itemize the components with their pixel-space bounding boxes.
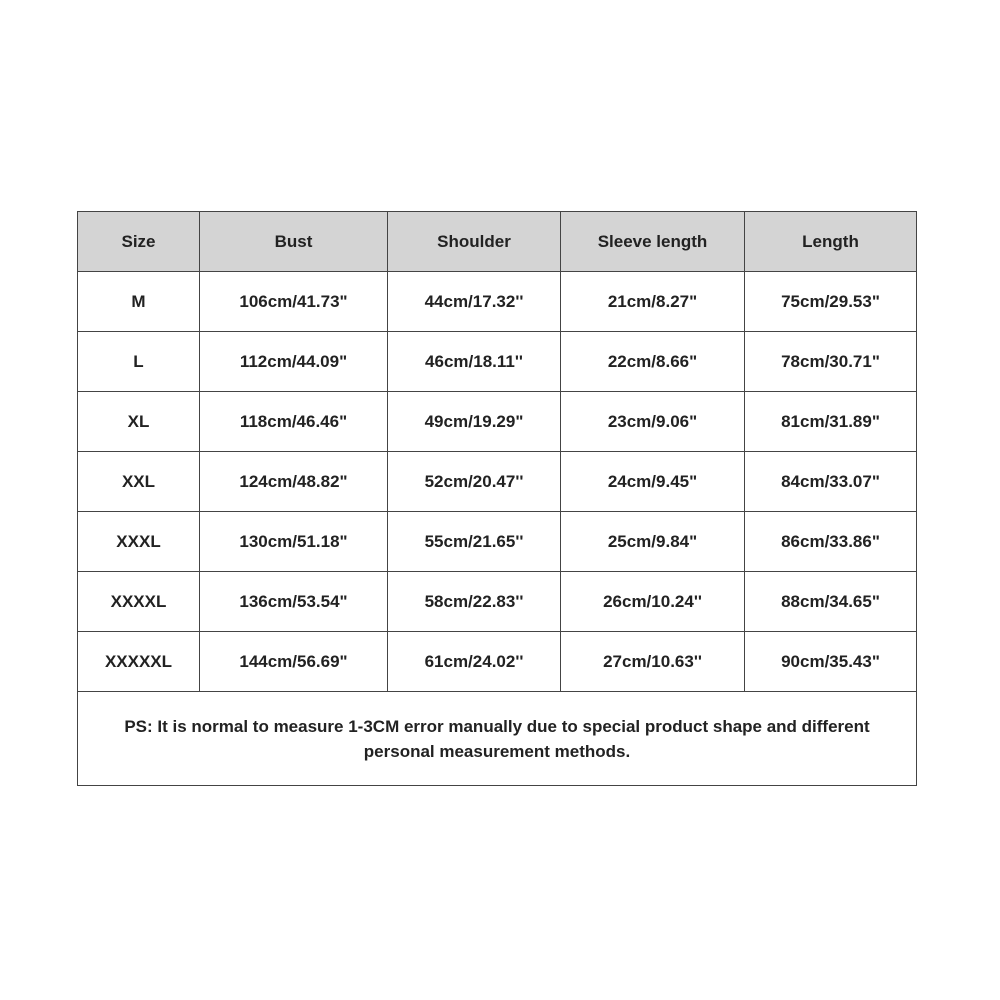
table-row [78,272,917,332]
measurement-note: PS: It is normal to measure 1-3CM error manually due to special product shape and different personal measurement methods. [78,692,917,786]
sleeve-length-cell: 26cm/10.24'' [561,572,745,632]
size-cell: XXL [78,452,200,512]
table-row [78,572,917,632]
length-cell: 78cm/30.71" [745,332,917,392]
bust-cell: 136cm/53.54" [200,572,388,632]
bust-cell: 106cm/41.73" [200,272,388,332]
length-cell: 88cm/34.65" [745,572,917,632]
size-cell: L [78,332,200,392]
header-size: Size [78,212,200,272]
bust-cell: 130cm/51.18" [200,512,388,572]
header-shoulder: Shoulder [388,212,561,272]
sleeve-length-cell: 25cm/9.84" [561,512,745,572]
bust-cell: 112cm/44.09" [200,332,388,392]
shoulder-cell: 46cm/18.11'' [388,332,561,392]
table-row [78,332,917,392]
length-cell: 90cm/35.43" [745,632,917,692]
sleeve-length-cell: 27cm/10.63'' [561,632,745,692]
note-row [78,692,917,786]
size-cell: XXXXXL [78,632,200,692]
table-row [78,512,917,572]
shoulder-cell: 58cm/22.83'' [388,572,561,632]
sleeve-length-cell: 24cm/9.45" [561,452,745,512]
bust-cell: 124cm/48.82" [200,452,388,512]
sleeve-length-cell: 21cm/8.27" [561,272,745,332]
header-bust: Bust [200,212,388,272]
header-sleeve-length: Sleeve length [561,212,745,272]
shoulder-cell: 44cm/17.32'' [388,272,561,332]
shoulder-cell: 55cm/21.65'' [388,512,561,572]
size-cell: XXXL [78,512,200,572]
bust-cell: 118cm/46.46" [200,392,388,452]
table-row [78,452,917,512]
table-row [78,392,917,452]
bust-cell: 144cm/56.69" [200,632,388,692]
sleeve-length-cell: 23cm/9.06" [561,392,745,452]
length-cell: 84cm/33.07" [745,452,917,512]
shoulder-cell: 52cm/20.47'' [388,452,561,512]
length-cell: 75cm/29.53" [745,272,917,332]
size-chart-table [77,211,917,786]
size-cell: XXXXL [78,572,200,632]
length-cell: 86cm/33.86" [745,512,917,572]
header-row [78,212,917,272]
table-row [78,632,917,692]
shoulder-cell: 61cm/24.02'' [388,632,561,692]
size-cell: XL [78,392,200,452]
length-cell: 81cm/31.89" [745,392,917,452]
size-cell: M [78,272,200,332]
sleeve-length-cell: 22cm/8.66" [561,332,745,392]
header-length: Length [745,212,917,272]
shoulder-cell: 49cm/19.29" [388,392,561,452]
